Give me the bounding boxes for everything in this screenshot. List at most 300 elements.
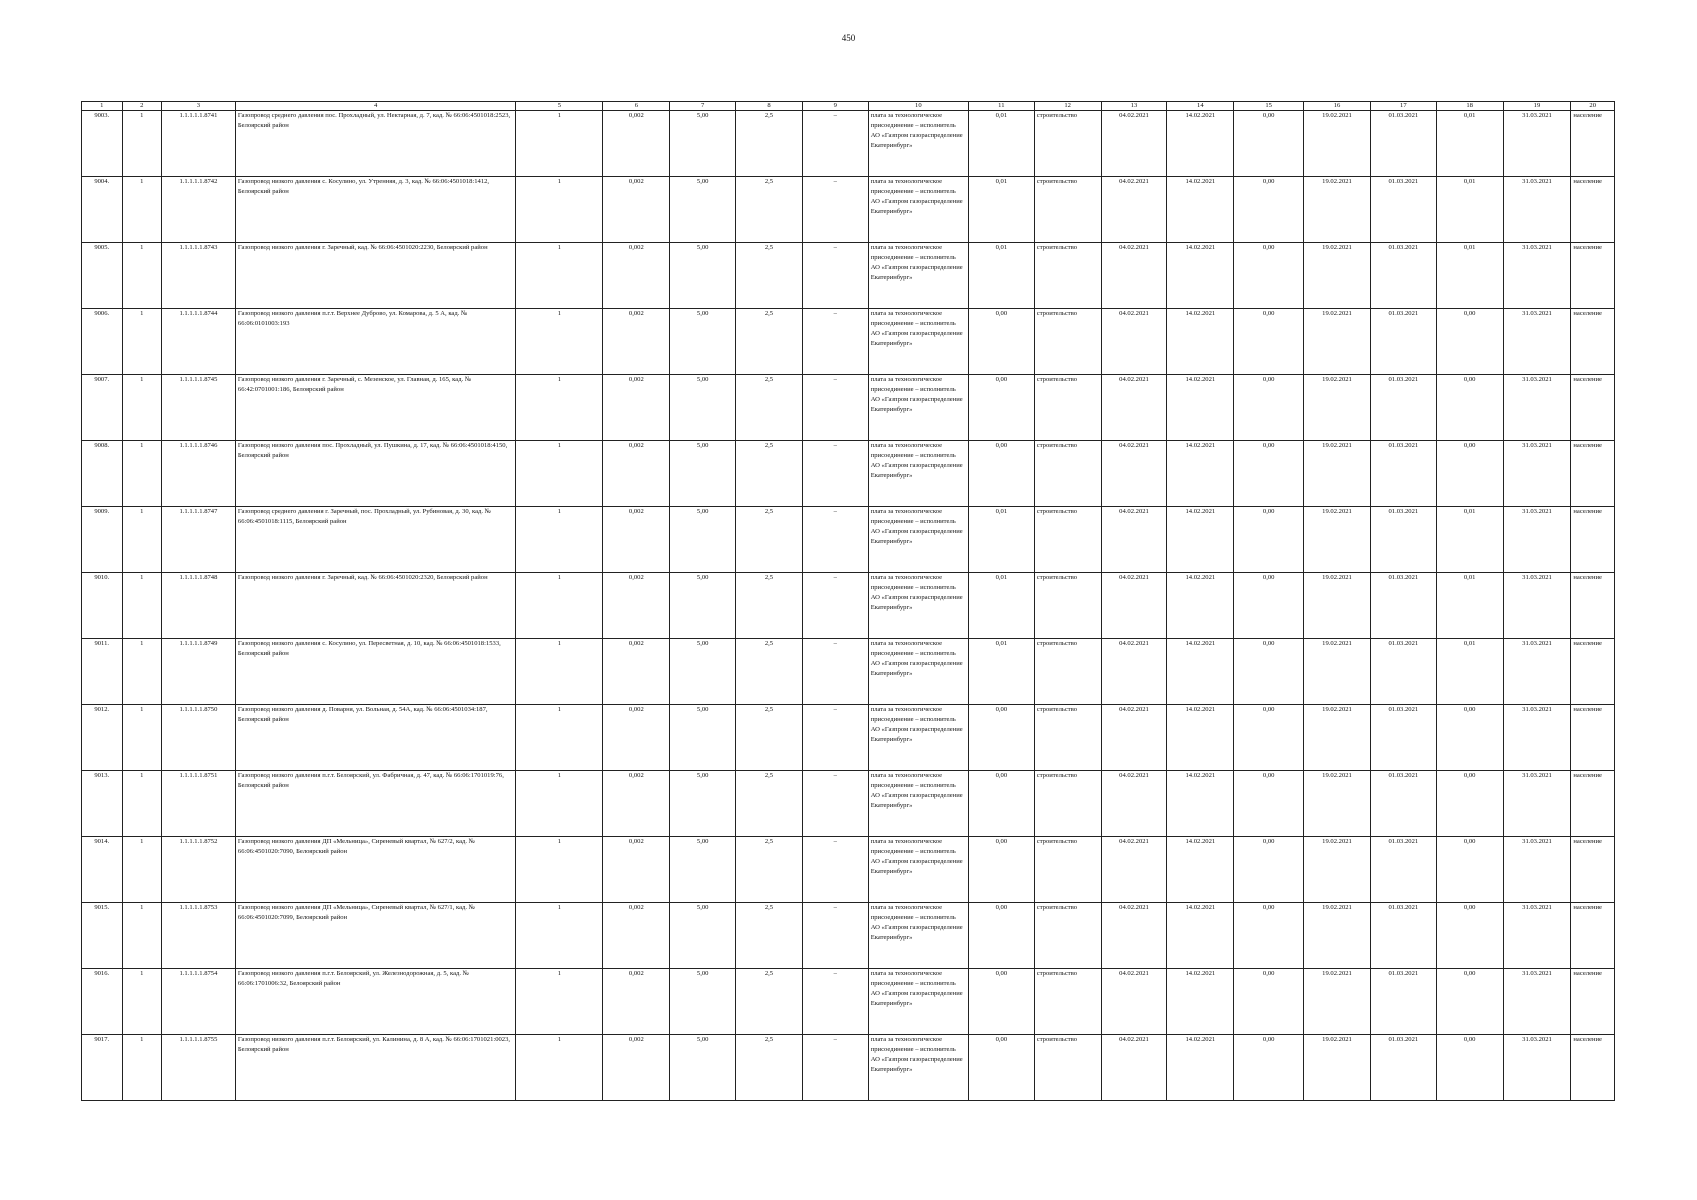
column-number-17: 17	[1370, 102, 1436, 111]
diameter-cell: 2,5	[736, 243, 803, 309]
date-end-cell: 14.02.2021	[1167, 243, 1234, 309]
project-code-cell: 1.1.1.1.1.8744	[161, 309, 235, 375]
column-number-row	[82, 102, 1615, 111]
pressure-cell: 5,00	[670, 837, 736, 903]
cost-cell: 0,00	[968, 969, 1034, 1035]
value-18-cell: 0,01	[1436, 639, 1503, 705]
table-row	[82, 441, 1615, 507]
column-number-8: 8	[736, 102, 803, 111]
funding-source-cell: плата за технологическое присоединение – исполнитель АО «Газпром газораспределение Екатеринбург»	[868, 903, 968, 969]
project-description-cell: Газопровод низкого давления с. Косулино, ул. Пересветная, д. 10, кад. № 66:06:4501018:1533, Белоярский район	[235, 639, 515, 705]
date-commission-cell: 31.03.2021	[1503, 573, 1571, 639]
date-16-cell: 19.02.2021	[1304, 903, 1371, 969]
diameter-cell: 2,5	[736, 639, 803, 705]
diameter-cell: 2,5	[736, 111, 803, 177]
pressure-cell: 5,00	[670, 1035, 736, 1101]
dash-value-cell: –	[802, 705, 868, 771]
date-start-cell: 04.02.2021	[1101, 243, 1167, 309]
consumer-category-cell: население	[1571, 837, 1615, 903]
value-18-cell: 0,00	[1436, 837, 1503, 903]
table-row	[82, 1035, 1615, 1101]
date-16-cell: 19.02.2021	[1304, 639, 1371, 705]
count-cell: 1	[516, 375, 603, 441]
dash-value-cell: –	[802, 243, 868, 309]
project-description-cell: Газопровод низкого давления п.г.т. Белоярский, ул. Фабричная, д. 47, кад. № 66:06:1701019:76, Белоярский район	[235, 771, 515, 837]
date-end-cell: 14.02.2021	[1167, 903, 1234, 969]
date-end-cell: 14.02.2021	[1167, 705, 1234, 771]
column-number-10: 10	[868, 102, 968, 111]
value-18-cell: 0,01	[1436, 177, 1503, 243]
group-code-cell: 1	[122, 837, 161, 903]
count-cell: 1	[516, 705, 603, 771]
count-cell: 1	[516, 507, 603, 573]
funding-source-cell: плата за технологическое присоединение – исполнитель АО «Газпром газораспределение Екатеринбург»	[868, 441, 968, 507]
date-16-cell: 19.02.2021	[1304, 177, 1371, 243]
count-cell: 1	[516, 903, 603, 969]
work-type-cell: строительство	[1034, 903, 1101, 969]
table-row	[82, 309, 1615, 375]
date-start-cell: 04.02.2021	[1101, 903, 1167, 969]
row-number-cell: 9004.	[82, 177, 123, 243]
count-cell: 1	[516, 639, 603, 705]
pressure-cell: 5,00	[670, 243, 736, 309]
column-number-20: 20	[1571, 102, 1615, 111]
pressure-cell: 5,00	[670, 507, 736, 573]
project-description-cell: Газопровод низкого давления п.г.т. Белоярский, ул. Железнодорожная, д. 5, кад. № 66:06:1701006:32, Белоярский район	[235, 969, 515, 1035]
date-commission-cell: 31.03.2021	[1503, 903, 1571, 969]
row-number-cell: 9009.	[82, 507, 123, 573]
diameter-cell: 2,5	[736, 771, 803, 837]
project-code-cell: 1.1.1.1.1.8755	[161, 1035, 235, 1101]
work-type-cell: строительство	[1034, 243, 1101, 309]
date-17-cell: 01.03.2021	[1370, 1035, 1436, 1101]
capacity-cell: 0,002	[603, 969, 670, 1035]
cost-cell: 0,01	[968, 243, 1034, 309]
date-start-cell: 04.02.2021	[1101, 375, 1167, 441]
consumer-category-cell: население	[1571, 903, 1615, 969]
diameter-cell: 2,5	[736, 507, 803, 573]
date-end-cell: 14.02.2021	[1167, 1035, 1234, 1101]
count-cell: 1	[516, 243, 603, 309]
date-17-cell: 01.03.2021	[1370, 639, 1436, 705]
value-15-cell: 0,00	[1234, 969, 1304, 1035]
row-number-cell: 9016.	[82, 969, 123, 1035]
dash-value-cell: –	[802, 177, 868, 243]
value-15-cell: 0,00	[1234, 309, 1304, 375]
row-number-cell: 9010.	[82, 573, 123, 639]
pressure-cell: 5,00	[670, 309, 736, 375]
value-18-cell: 0,00	[1436, 441, 1503, 507]
date-start-cell: 04.02.2021	[1101, 837, 1167, 903]
row-number-cell: 9013.	[82, 771, 123, 837]
dash-value-cell: –	[802, 111, 868, 177]
project-description-cell: Газопровод низкого давления ДП «Мельница», Сиреневый квартал, № 627/2, кад. № 66:06:4501020:7090, Белоярский район	[235, 837, 515, 903]
date-end-cell: 14.02.2021	[1167, 573, 1234, 639]
work-type-cell: строительство	[1034, 837, 1101, 903]
project-description-cell: Газопровод низкого давления п.г.т. Белоярский, ул. Калинина, д. 8 А, кад. № 66:06:1701021:0023, Белоярский район	[235, 1035, 515, 1101]
date-commission-cell: 31.03.2021	[1503, 111, 1571, 177]
capacity-cell: 0,002	[603, 507, 670, 573]
date-17-cell: 01.03.2021	[1370, 441, 1436, 507]
date-17-cell: 01.03.2021	[1370, 243, 1436, 309]
date-end-cell: 14.02.2021	[1167, 309, 1234, 375]
column-number-7: 7	[670, 102, 736, 111]
date-17-cell: 01.03.2021	[1370, 705, 1436, 771]
group-code-cell: 1	[122, 507, 161, 573]
dash-value-cell: –	[802, 309, 868, 375]
value-18-cell: 0,00	[1436, 903, 1503, 969]
date-17-cell: 01.03.2021	[1370, 111, 1436, 177]
date-start-cell: 04.02.2021	[1101, 507, 1167, 573]
date-17-cell: 01.03.2021	[1370, 903, 1436, 969]
funding-source-cell: плата за технологическое присоединение – исполнитель АО «Газпром газораспределение Екатеринбург»	[868, 771, 968, 837]
project-code-cell: 1.1.1.1.1.8753	[161, 903, 235, 969]
pressure-cell: 5,00	[670, 771, 736, 837]
date-commission-cell: 31.03.2021	[1503, 507, 1571, 573]
column-number-1: 1	[82, 102, 123, 111]
value-15-cell: 0,00	[1234, 1035, 1304, 1101]
group-code-cell: 1	[122, 969, 161, 1035]
capacity-cell: 0,002	[603, 309, 670, 375]
date-16-cell: 19.02.2021	[1304, 771, 1371, 837]
date-commission-cell: 31.03.2021	[1503, 243, 1571, 309]
column-number-9: 9	[802, 102, 868, 111]
count-cell: 1	[516, 177, 603, 243]
count-cell: 1	[516, 441, 603, 507]
project-description-cell: Газопровод низкого давления ДП «Мельница», Сиреневый квартал, № 627/1, кад. № 66:06:4501020:7099, Белоярский район	[235, 903, 515, 969]
group-code-cell: 1	[122, 177, 161, 243]
consumer-category-cell: население	[1571, 639, 1615, 705]
project-code-cell: 1.1.1.1.1.8754	[161, 969, 235, 1035]
date-16-cell: 19.02.2021	[1304, 441, 1371, 507]
group-code-cell: 1	[122, 639, 161, 705]
cost-cell: 0,00	[968, 441, 1034, 507]
table-row	[82, 837, 1615, 903]
funding-source-cell: плата за технологическое присоединение – исполнитель АО «Газпром газораспределение Екатеринбург»	[868, 705, 968, 771]
date-start-cell: 04.02.2021	[1101, 441, 1167, 507]
date-start-cell: 04.02.2021	[1101, 111, 1167, 177]
table-body	[82, 111, 1615, 1101]
capacity-cell: 0,002	[603, 1035, 670, 1101]
work-type-cell: строительство	[1034, 639, 1101, 705]
pressure-cell: 5,00	[670, 573, 736, 639]
cost-cell: 0,01	[968, 177, 1034, 243]
project-code-cell: 1.1.1.1.1.8747	[161, 507, 235, 573]
value-18-cell: 0,00	[1436, 1035, 1503, 1101]
project-code-cell: 1.1.1.1.1.8743	[161, 243, 235, 309]
project-description-cell: Газопровод низкого давления пос. Прохладный, ул. Пушкина, д. 17, кад. № 66:06:4501018:4150, Белоярский район	[235, 441, 515, 507]
diameter-cell: 2,5	[736, 441, 803, 507]
column-number-15: 15	[1234, 102, 1304, 111]
date-17-cell: 01.03.2021	[1370, 969, 1436, 1035]
value-18-cell: 0,00	[1436, 375, 1503, 441]
value-15-cell: 0,00	[1234, 441, 1304, 507]
date-end-cell: 14.02.2021	[1167, 507, 1234, 573]
funding-source-cell: плата за технологическое присоединение – исполнитель АО «Газпром газораспределение Екатеринбург»	[868, 243, 968, 309]
work-type-cell: строительство	[1034, 111, 1101, 177]
consumer-category-cell: население	[1571, 111, 1615, 177]
dash-value-cell: –	[802, 903, 868, 969]
row-number-cell: 9014.	[82, 837, 123, 903]
date-start-cell: 04.02.2021	[1101, 969, 1167, 1035]
date-16-cell: 19.02.2021	[1304, 705, 1371, 771]
table-row	[82, 903, 1615, 969]
group-code-cell: 1	[122, 243, 161, 309]
date-17-cell: 01.03.2021	[1370, 837, 1436, 903]
date-commission-cell: 31.03.2021	[1503, 705, 1571, 771]
value-15-cell: 0,00	[1234, 903, 1304, 969]
date-commission-cell: 31.03.2021	[1503, 441, 1571, 507]
group-code-cell: 1	[122, 1035, 161, 1101]
work-type-cell: строительство	[1034, 177, 1101, 243]
work-type-cell: строительство	[1034, 309, 1101, 375]
project-code-cell: 1.1.1.1.1.8742	[161, 177, 235, 243]
row-number-cell: 9015.	[82, 903, 123, 969]
date-commission-cell: 31.03.2021	[1503, 639, 1571, 705]
date-17-cell: 01.03.2021	[1370, 309, 1436, 375]
capacity-cell: 0,002	[603, 177, 670, 243]
diameter-cell: 2,5	[736, 375, 803, 441]
date-17-cell: 01.03.2021	[1370, 375, 1436, 441]
value-18-cell: 0,00	[1436, 309, 1503, 375]
value-15-cell: 0,00	[1234, 837, 1304, 903]
funding-source-cell: плата за технологическое присоединение – исполнитель АО «Газпром газораспределение Екатеринбург»	[868, 375, 968, 441]
cost-cell: 0,01	[968, 639, 1034, 705]
value-15-cell: 0,00	[1234, 507, 1304, 573]
diameter-cell: 2,5	[736, 573, 803, 639]
date-16-cell: 19.02.2021	[1304, 375, 1371, 441]
value-18-cell: 0,01	[1436, 507, 1503, 573]
pressure-cell: 5,00	[670, 903, 736, 969]
row-number-cell: 9006.	[82, 309, 123, 375]
date-commission-cell: 31.03.2021	[1503, 177, 1571, 243]
value-15-cell: 0,00	[1234, 771, 1304, 837]
page-number: 450	[841, 33, 856, 43]
pressure-cell: 5,00	[670, 639, 736, 705]
date-commission-cell: 31.03.2021	[1503, 837, 1571, 903]
column-number-3: 3	[161, 102, 235, 111]
value-15-cell: 0,00	[1234, 243, 1304, 309]
diameter-cell: 2,5	[736, 903, 803, 969]
value-18-cell: 0,01	[1436, 573, 1503, 639]
table-row	[82, 771, 1615, 837]
funding-source-cell: плата за технологическое присоединение – исполнитель АО «Газпром газораспределение Екатеринбург»	[868, 177, 968, 243]
group-code-cell: 1	[122, 309, 161, 375]
cost-cell: 0,00	[968, 837, 1034, 903]
table-row	[82, 375, 1615, 441]
dash-value-cell: –	[802, 441, 868, 507]
count-cell: 1	[516, 771, 603, 837]
group-code-cell: 1	[122, 771, 161, 837]
cost-cell: 0,00	[968, 1035, 1034, 1101]
work-type-cell: строительство	[1034, 771, 1101, 837]
pressure-cell: 5,00	[670, 111, 736, 177]
project-code-cell: 1.1.1.1.1.8746	[161, 441, 235, 507]
funding-source-cell: плата за технологическое присоединение – исполнитель АО «Газпром газораспределение Екатеринбург»	[868, 507, 968, 573]
diameter-cell: 2,5	[736, 837, 803, 903]
consumer-category-cell: население	[1571, 705, 1615, 771]
date-start-cell: 04.02.2021	[1101, 177, 1167, 243]
column-number-6: 6	[603, 102, 670, 111]
value-15-cell: 0,00	[1234, 375, 1304, 441]
date-commission-cell: 31.03.2021	[1503, 375, 1571, 441]
cost-cell: 0,00	[968, 375, 1034, 441]
consumer-category-cell: население	[1571, 573, 1615, 639]
funding-source-cell: плата за технологическое присоединение – исполнитель АО «Газпром газораспределение Екатеринбург»	[868, 111, 968, 177]
column-number-16: 16	[1304, 102, 1371, 111]
consumer-category-cell: население	[1571, 441, 1615, 507]
value-15-cell: 0,00	[1234, 639, 1304, 705]
date-commission-cell: 31.03.2021	[1503, 969, 1571, 1035]
dash-value-cell: –	[802, 573, 868, 639]
date-start-cell: 04.02.2021	[1101, 771, 1167, 837]
date-start-cell: 04.02.2021	[1101, 309, 1167, 375]
group-code-cell: 1	[122, 573, 161, 639]
funding-source-cell: плата за технологическое присоединение – исполнитель АО «Газпром газораспределение Екатеринбург»	[868, 969, 968, 1035]
project-code-cell: 1.1.1.1.1.8748	[161, 573, 235, 639]
cost-cell: 0,00	[968, 771, 1034, 837]
group-code-cell: 1	[122, 375, 161, 441]
consumer-category-cell: население	[1571, 771, 1615, 837]
value-15-cell: 0,00	[1234, 705, 1304, 771]
date-end-cell: 14.02.2021	[1167, 111, 1234, 177]
date-commission-cell: 31.03.2021	[1503, 771, 1571, 837]
value-18-cell: 0,00	[1436, 969, 1503, 1035]
column-number-14: 14	[1167, 102, 1234, 111]
dash-value-cell: –	[802, 1035, 868, 1101]
dash-value-cell: –	[802, 969, 868, 1035]
count-cell: 1	[516, 969, 603, 1035]
project-code-cell: 1.1.1.1.1.8751	[161, 771, 235, 837]
count-cell: 1	[516, 837, 603, 903]
column-number-19: 19	[1503, 102, 1571, 111]
column-number-4: 4	[235, 102, 515, 111]
funding-source-cell: плата за технологическое присоединение – исполнитель АО «Газпром газораспределение Екатеринбург»	[868, 573, 968, 639]
capacity-cell: 0,002	[603, 573, 670, 639]
group-code-cell: 1	[122, 903, 161, 969]
cost-cell: 0,01	[968, 507, 1034, 573]
date-17-cell: 01.03.2021	[1370, 573, 1436, 639]
date-end-cell: 14.02.2021	[1167, 837, 1234, 903]
cost-cell: 0,01	[968, 573, 1034, 639]
capacity-cell: 0,002	[603, 705, 670, 771]
column-number-13: 13	[1101, 102, 1167, 111]
project-description-cell: Газопровод низкого давления д. Поварня, ул. Вольная, д. 54А, кад. № 66:06:4501034:187, Белоярский район	[235, 705, 515, 771]
capacity-cell: 0,002	[603, 639, 670, 705]
date-16-cell: 19.02.2021	[1304, 969, 1371, 1035]
capacity-cell: 0,002	[603, 837, 670, 903]
table-row	[82, 507, 1615, 573]
value-18-cell: 0,01	[1436, 243, 1503, 309]
diameter-cell: 2,5	[736, 705, 803, 771]
value-15-cell: 0,00	[1234, 573, 1304, 639]
dash-value-cell: –	[802, 639, 868, 705]
date-commission-cell: 31.03.2021	[1503, 309, 1571, 375]
date-commission-cell: 31.03.2021	[1503, 1035, 1571, 1101]
capacity-cell: 0,002	[603, 243, 670, 309]
table-row	[82, 111, 1615, 177]
funding-source-cell: плата за технологическое присоединение – исполнитель АО «Газпром газораспределение Екатеринбург»	[868, 309, 968, 375]
date-16-cell: 19.02.2021	[1304, 837, 1371, 903]
consumer-category-cell: население	[1571, 969, 1615, 1035]
consumer-category-cell: население	[1571, 243, 1615, 309]
date-end-cell: 14.02.2021	[1167, 969, 1234, 1035]
consumer-category-cell: население	[1571, 1035, 1615, 1101]
date-16-cell: 19.02.2021	[1304, 507, 1371, 573]
column-number-5: 5	[516, 102, 603, 111]
row-number-cell: 9007.	[82, 375, 123, 441]
capacity-cell: 0,002	[603, 771, 670, 837]
date-17-cell: 01.03.2021	[1370, 177, 1436, 243]
value-15-cell: 0,00	[1234, 177, 1304, 243]
date-16-cell: 19.02.2021	[1304, 309, 1371, 375]
work-type-cell: строительство	[1034, 441, 1101, 507]
column-number-18: 18	[1436, 102, 1503, 111]
date-start-cell: 04.02.2021	[1101, 705, 1167, 771]
column-number-2: 2	[122, 102, 161, 111]
date-end-cell: 14.02.2021	[1167, 771, 1234, 837]
date-16-cell: 19.02.2021	[1304, 243, 1371, 309]
diameter-cell: 2,5	[736, 309, 803, 375]
work-type-cell: строительство	[1034, 507, 1101, 573]
capacity-cell: 0,002	[603, 441, 670, 507]
dash-value-cell: –	[802, 837, 868, 903]
table-row	[82, 573, 1615, 639]
consumer-category-cell: население	[1571, 177, 1615, 243]
date-16-cell: 19.02.2021	[1304, 1035, 1371, 1101]
count-cell: 1	[516, 1035, 603, 1101]
cost-cell: 0,00	[968, 903, 1034, 969]
work-type-cell: строительство	[1034, 705, 1101, 771]
row-number-cell: 9011.	[82, 639, 123, 705]
row-number-cell: 9003.	[82, 111, 123, 177]
project-description-cell: Газопровод низкого давления с. Косулино, ул. Утренняя, д. 3, кад. № 66:06:4501018:1412, Белоярский район	[235, 177, 515, 243]
work-type-cell: строительство	[1034, 969, 1101, 1035]
project-description-cell: Газопровод низкого давления г. Заречный, кад. № 66:06:4501020:2230, Белоярский район	[235, 243, 515, 309]
row-number-cell: 9017.	[82, 1035, 123, 1101]
work-type-cell: строительство	[1034, 375, 1101, 441]
project-code-cell: 1.1.1.1.1.8750	[161, 705, 235, 771]
date-start-cell: 04.02.2021	[1101, 1035, 1167, 1101]
row-number-cell: 9005.	[82, 243, 123, 309]
diameter-cell: 2,5	[736, 177, 803, 243]
pressure-cell: 5,00	[670, 441, 736, 507]
project-description-cell: Газопровод низкого давления г. Заречный, с. Мезенское, ул. Главная, д. 165, кад. № 66:42:0701001:186, Белоярский район	[235, 375, 515, 441]
capacity-cell: 0,002	[603, 375, 670, 441]
column-number-11: 11	[968, 102, 1034, 111]
date-end-cell: 14.02.2021	[1167, 375, 1234, 441]
work-type-cell: строительство	[1034, 1035, 1101, 1101]
project-description-cell: Газопровод низкого давления п.г.т. Верхнее Дуброво, ул. Комарова, д. 5 А, кад. № 66:06:0101003:193	[235, 309, 515, 375]
project-code-cell: 1.1.1.1.1.8752	[161, 837, 235, 903]
funding-source-cell: плата за технологическое присоединение – исполнитель АО «Газпром газораспределение Екатеринбург»	[868, 1035, 968, 1101]
date-end-cell: 14.02.2021	[1167, 177, 1234, 243]
date-start-cell: 04.02.2021	[1101, 639, 1167, 705]
project-code-cell: 1.1.1.1.1.8749	[161, 639, 235, 705]
date-end-cell: 14.02.2021	[1167, 639, 1234, 705]
dash-value-cell: –	[802, 375, 868, 441]
column-number-12: 12	[1034, 102, 1101, 111]
pressure-cell: 5,00	[670, 177, 736, 243]
work-type-cell: строительство	[1034, 573, 1101, 639]
table-row	[82, 969, 1615, 1035]
value-18-cell: 0,00	[1436, 705, 1503, 771]
funding-source-cell: плата за технологическое присоединение – исполнитель АО «Газпром газораспределение Екатеринбург»	[868, 639, 968, 705]
cost-cell: 0,00	[968, 309, 1034, 375]
table-row	[82, 177, 1615, 243]
count-cell: 1	[516, 309, 603, 375]
row-number-cell: 9012.	[82, 705, 123, 771]
